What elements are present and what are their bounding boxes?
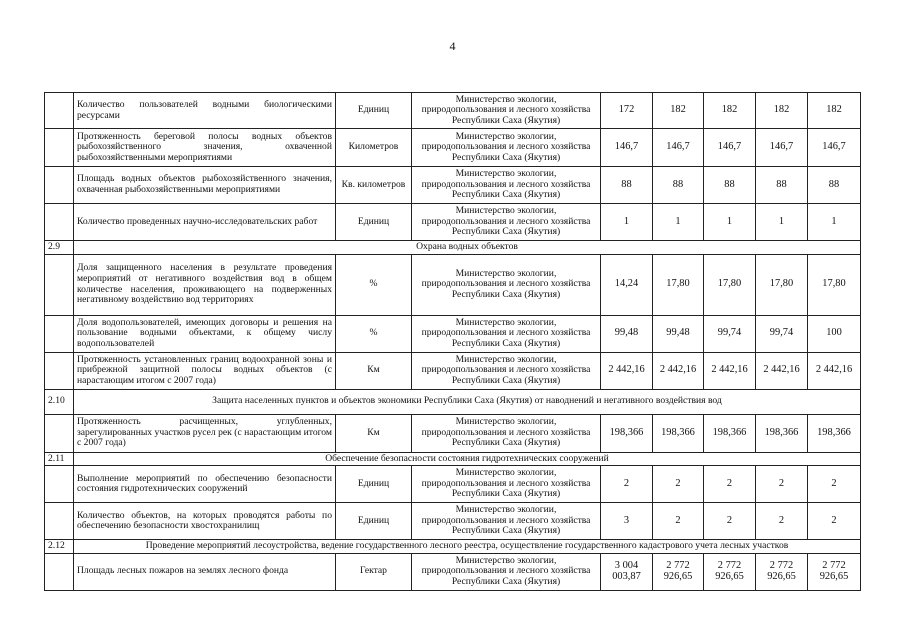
value-cell: 17,80 [808, 254, 861, 315]
table-row [45, 129, 861, 167]
value-cell: 198,366 [653, 414, 704, 452]
section-row [45, 452, 861, 466]
value-cell: 88 [704, 167, 756, 204]
value-cell: 1 [653, 204, 704, 241]
value-cell: 198,366 [601, 414, 653, 452]
responsible-ministry: Министерство экологии, природопользования и лесного хозяйства Республики Саха (Якутия) [412, 553, 601, 590]
value-cell: 2 442,16 [601, 352, 653, 389]
row-index-cell [45, 167, 74, 204]
indicator-name: Доля защищенного населения в результате проведения мероприятий от негативного воздействия вод в общем количестве населения, проживающего на подверженных негативному воздействию вод территориях [74, 254, 336, 315]
value-cell: 182 [756, 93, 808, 129]
table-body [45, 93, 861, 591]
section-title: Охрана водных объектов [74, 241, 861, 255]
table-row [45, 204, 861, 241]
unit-cell: Километров [336, 129, 412, 167]
table-row [45, 315, 861, 352]
value-cell: 17,80 [756, 254, 808, 315]
section-row [45, 540, 861, 554]
value-cell: 99,74 [704, 315, 756, 352]
indicator-name: Протяженность расчищенных, углубленных, зарегулированных участков русел рек (с нарастающим итогом с 2007 года) [74, 414, 336, 452]
table-row [45, 254, 861, 315]
value-cell: 88 [808, 167, 861, 204]
value-cell: 1 [808, 204, 861, 241]
responsible-ministry: Министерство экологии, природопользования и лесного хозяйства Республики Саха (Якутия) [412, 167, 601, 204]
value-cell: 99,74 [756, 315, 808, 352]
unit-cell: % [336, 254, 412, 315]
value-cell: 146,7 [808, 129, 861, 167]
table-row [45, 414, 861, 452]
value-cell: 2 [756, 503, 808, 540]
value-cell: 146,7 [756, 129, 808, 167]
value-cell: 2 [653, 466, 704, 503]
row-index-cell [45, 553, 74, 590]
table-row [45, 167, 861, 204]
indicator-name: Площадь лесных пожаров на землях лесного фонда [74, 553, 336, 590]
value-cell: 2 [601, 466, 653, 503]
responsible-ministry: Министерство экологии, природопользования и лесного хозяйства Республики Саха (Якутия) [412, 503, 601, 540]
unit-cell: Км [336, 352, 412, 389]
value-cell: 182 [704, 93, 756, 129]
value-cell: 88 [653, 167, 704, 204]
responsible-ministry: Министерство экологии, природопользования и лесного хозяйства Республики Саха (Якутия) [412, 254, 601, 315]
row-index-cell [45, 254, 74, 315]
value-cell: 2 [653, 503, 704, 540]
value-cell: 198,366 [808, 414, 861, 452]
row-index-cell [45, 204, 74, 241]
value-cell: 2 772 926,65 [653, 553, 704, 590]
section-index: 2.11 [45, 452, 74, 466]
responsible-ministry: Министерство экологии, природопользования и лесного хозяйства Республики Саха (Якутия) [412, 414, 601, 452]
indicator-name: Доля водопользователей, имеющих договоры и решения на пользование водными объектами, к общему числу водопользователей [74, 315, 336, 352]
row-index-cell [45, 93, 74, 129]
row-index-cell [45, 414, 74, 452]
row-index-cell [45, 466, 74, 503]
responsible-ministry: Министерство экологии, природопользования и лесного хозяйства Республики Саха (Якутия) [412, 315, 601, 352]
responsible-ministry: Министерство экологии, природопользования и лесного хозяйства Республики Саха (Якутия) [412, 466, 601, 503]
section-title: Обеспечение безопасности состояния гидротехнических сооружений [74, 452, 861, 466]
responsible-ministry: Министерство экологии, природопользования и лесного хозяйства Республики Саха (Якутия) [412, 204, 601, 241]
section-index: 2.9 [45, 241, 74, 255]
responsible-ministry: Министерство экологии, природопользования и лесного хозяйства Республики Саха (Якутия) [412, 352, 601, 389]
value-cell: 182 [653, 93, 704, 129]
row-index-cell [45, 503, 74, 540]
indicator-name: Количество проведенных научно-исследовательских работ [74, 204, 336, 241]
unit-cell: Кв. километров [336, 167, 412, 204]
value-cell: 2 772 926,65 [756, 553, 808, 590]
unit-cell: Единиц [336, 204, 412, 241]
section-title: Защита населенных пунктов и объектов экономики Республики Саха (Якутия) от наводнений и негативного воздействия вод [74, 389, 861, 414]
indicator-name: Протяженность береговой полосы водных объектов рыбохозяйственного значения, охваченной рыбохозяйственными мероприятиями [74, 129, 336, 167]
value-cell: 172 [601, 93, 653, 129]
unit-cell: Гектар [336, 553, 412, 590]
indicator-name: Выполнение мероприятий по обеспечению безопасности состояния гидротехнических сооружений [74, 466, 336, 503]
value-cell: 17,80 [704, 254, 756, 315]
value-cell: 146,7 [704, 129, 756, 167]
value-cell: 99,48 [601, 315, 653, 352]
unit-cell: Км [336, 414, 412, 452]
unit-cell: Единиц [336, 503, 412, 540]
responsible-ministry: Министерство экологии, природопользования и лесного хозяйства Республики Саха (Якутия) [412, 93, 601, 129]
value-cell: 1 [601, 204, 653, 241]
value-cell: 2 442,16 [808, 352, 861, 389]
table-row [45, 466, 861, 503]
indicators-table [44, 92, 861, 591]
section-index: 2.10 [45, 389, 74, 414]
section-index: 2.12 [45, 540, 74, 554]
indicator-name: Площадь водных объектов рыбохозяйственного значения, охваченная рыбохозяйственными мероприятиями [74, 167, 336, 204]
value-cell: 1 [704, 204, 756, 241]
row-index-cell [45, 315, 74, 352]
unit-cell: % [336, 315, 412, 352]
value-cell: 2 772 926,65 [704, 553, 756, 590]
indicator-name: Количество пользователей водными биологическими ресурсами [74, 93, 336, 129]
value-cell: 3 [601, 503, 653, 540]
value-cell: 2 [808, 503, 861, 540]
value-cell: 88 [601, 167, 653, 204]
value-cell: 198,366 [756, 414, 808, 452]
row-index-cell [45, 129, 74, 167]
unit-cell: Единиц [336, 466, 412, 503]
value-cell: 182 [808, 93, 861, 129]
value-cell: 88 [756, 167, 808, 204]
row-index-cell [45, 352, 74, 389]
value-cell: 2 [704, 466, 756, 503]
value-cell: 1 [756, 204, 808, 241]
value-cell: 100 [808, 315, 861, 352]
section-row [45, 389, 861, 414]
value-cell: 146,7 [653, 129, 704, 167]
indicator-name: Протяженность установленных границ водоохранной зоны и прибрежной защитной полосы водных объектов (с нарастающим итогом с 2007 года) [74, 352, 336, 389]
table-row [45, 93, 861, 129]
value-cell: 2 772 926,65 [808, 553, 861, 590]
value-cell: 198,366 [704, 414, 756, 452]
value-cell: 2 [756, 466, 808, 503]
unit-cell: Единиц [336, 93, 412, 129]
value-cell: 17,80 [653, 254, 704, 315]
section-title: Проведение мероприятий лесоустройства, ведение государственного лесного реестра, осуществление государственного кадастрового учета лесных участков [74, 540, 861, 554]
responsible-ministry: Министерство экологии, природопользования и лесного хозяйства Республики Саха (Якутия) [412, 129, 601, 167]
section-row [45, 241, 861, 255]
table-row [45, 503, 861, 540]
value-cell: 2 442,16 [704, 352, 756, 389]
page-number: 4 [449, 39, 456, 53]
table-row [45, 553, 861, 590]
value-cell: 146,7 [601, 129, 653, 167]
value-cell: 99,48 [653, 315, 704, 352]
value-cell: 2 442,16 [653, 352, 704, 389]
value-cell: 2 [808, 466, 861, 503]
value-cell: 2 442,16 [756, 352, 808, 389]
table-row [45, 352, 861, 389]
value-cell: 2 [704, 503, 756, 540]
value-cell: 3 004 003,87 [601, 553, 653, 590]
value-cell: 14,24 [601, 254, 653, 315]
indicator-name: Количество объектов, на которых проводятся работы по обеспечению безопасности хвостохранилищ [74, 503, 336, 540]
